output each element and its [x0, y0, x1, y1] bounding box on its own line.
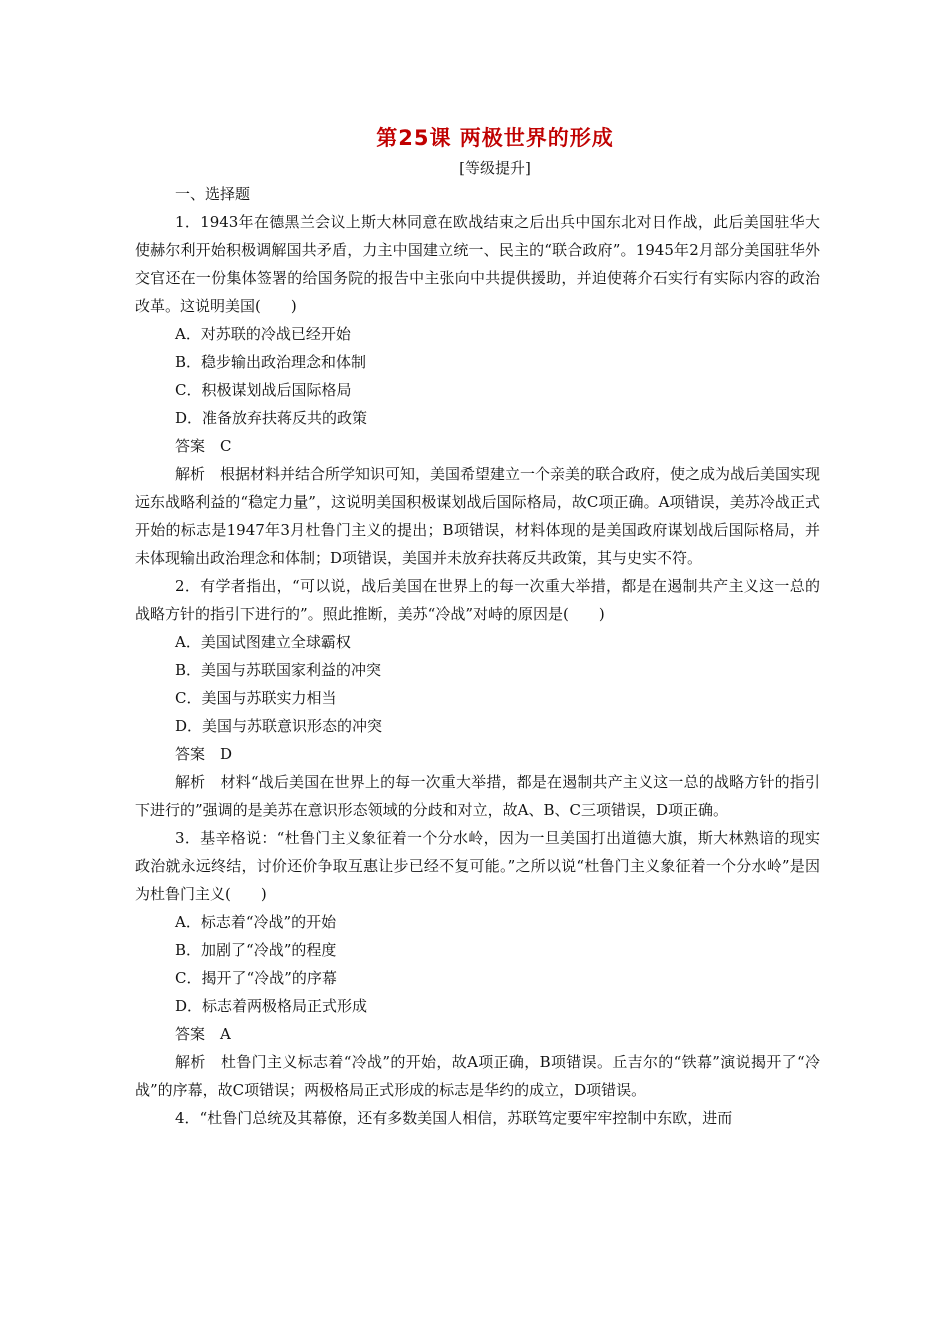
option: A．对苏联的冷战已经开始 [175, 325, 351, 343]
option: A．美国试图建立全球霸权 [175, 633, 351, 651]
option: B．稳步输出政治理念和体制 [175, 353, 367, 371]
analysis: 解析 根据材料并结合所学知识可知，美国希望建立一个亲美的联合政府，使之成为战后美国实现远东战略利益的“稳定力量”，这说明美国积极谋划战后国际格局，故C项正确。A项错误，美苏冷战正式开始的标志是1947年3月杜鲁门主义的提出；B项错误，材料体现的是美国政府谋划战后国际格局，并未体现输出政治理念和体制；D项错误，美国并未放弃扶蒋反共政策，其与史实不符。 [135, 465, 821, 567]
answer: 答案 D [175, 745, 233, 763]
question-stem: 3．基辛格说：“杜鲁门主义象征着一个分水岭，因为一旦美国打出道德大旗，斯大林熟谙的现实政治就永远终结，讨价还价争取互惠让步已经不复可能。”之所以说“杜鲁门主义象征着一个分水岭”是因为杜鲁门主义( ) [135, 829, 820, 903]
option: B．美国与苏联国家利益的冲突 [175, 661, 382, 679]
question-stem: 1．1943年在德黑兰会议上斯大林同意在欧战结束之后出兵中国东北对日作战，此后美国驻华大使赫尔利开始积极调解国共矛盾，力主中国建立统一、民主的“联合政府”。1945年2月部分美国驻华外交官还在一份集体签署的给国务院的报告中主张向中共提供援助，并迫使蒋介石实行有实际内容的政治改革。这说明美国( ) [135, 213, 820, 315]
analysis: 解析 材料“战后美国在世界上的每一次重大举措，都是在遏制共产主义这一总的战略方针的指引下进行的”强调的是美苏在意识形态领域的分歧和对立，故A、B、C三项错误，D项正确。 [135, 773, 820, 819]
option: B．加剧了“冷战”的程度 [175, 941, 337, 959]
content [135, 180, 820, 1132]
question-stem: 2．有学者指出，“可以说，战后美国在世界上的每一次重大举措，都是在遏制共产主义这一总的战略方针的指引下进行的”。照此推断，美苏“冷战”对峙的原因是( ) [135, 577, 820, 623]
option: A．标志着“冷战”的开始 [175, 913, 337, 931]
option: D．标志着两极格局正式形成 [175, 997, 368, 1015]
question-stem: 4．“杜鲁门总统及其幕僚，还有多数美国人相信，苏联笃定要牢牢控制中东欧，进而 [175, 1109, 733, 1127]
answer: 答案 A [175, 1025, 231, 1043]
option: C．揭开了“冷战”的序幕 [175, 969, 337, 987]
answer: 答案 C [175, 437, 232, 455]
section-heading: 一、选择题 [175, 185, 251, 203]
page-title: 第25课 两极世界的形成 [376, 126, 614, 150]
page-subtitle: [等级提升] [459, 159, 531, 177]
option: D．准备放弃扶蒋反共的政策 [175, 409, 368, 427]
analysis: 解析 杜鲁门主义标志着“冷战”的开始，故A项正确，B项错误。丘吉尔的“铁幕”演说揭开了“冷战”的序幕，故C项错误；两极格局正式形成的标志是华约的成立，D项错误。 [135, 1053, 820, 1099]
option: C．美国与苏联实力相当 [175, 689, 337, 707]
option: C．积极谋划战后国际格局 [175, 381, 352, 399]
option: D．美国与苏联意识形态的冲突 [175, 717, 383, 735]
